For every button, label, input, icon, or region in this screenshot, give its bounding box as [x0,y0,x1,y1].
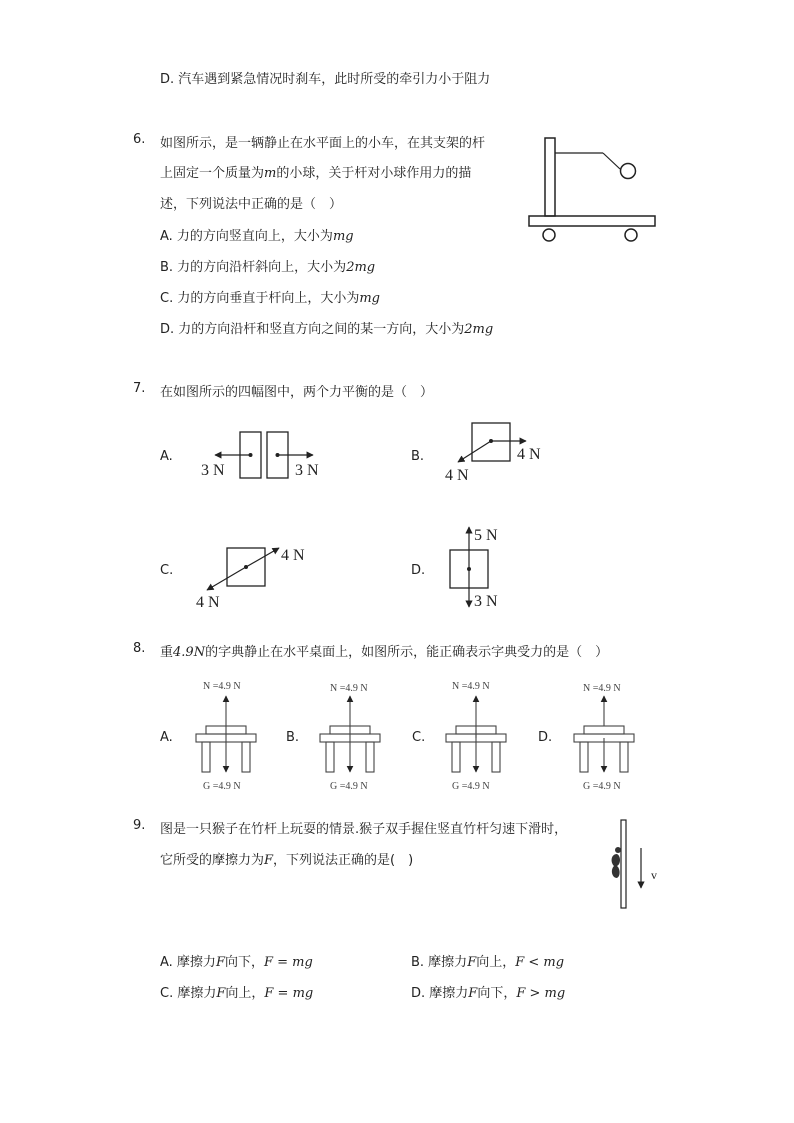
q9-option-c: C. 摩擦力F向上，F = mg [160,986,314,1001]
q8-letter-b: B. [286,730,300,745]
q7-a-right-label: 3 N [295,462,319,479]
q7-d-down-label: 3 N [474,593,498,610]
q7-letter-a: A. [160,449,173,464]
q7-letter-c: C. [160,563,174,578]
q6-option-d: D. 力的方向沿杆和竖直方向之间的某一方向，大小为2mg [160,322,494,337]
q6-stem-line1: 如图所示，是一辆静止在水平面上的小车，在其支架的杆 [160,136,486,151]
q6-stem-line3: 述，下列说法中正确的是（ ） [160,197,343,212]
q9-stem-line1: 图是一只猴子在竹杆上玩耍的情景.猴子双手握住竖直竹杆匀速下滑时， [160,822,568,837]
q7-letter-d: D. [411,563,426,578]
q9-stem-line2: 它所受的摩擦力为F，下列说法正确的是( ) [160,853,414,868]
q7-b-right-label: 4 N [517,446,541,463]
q7-letter-b: B. [411,449,425,464]
q8-c-g-label: G =4.9 N [452,781,490,792]
q8-d-g-label: G =4.9 N [583,781,621,792]
q8-stem: 重4.9N的字典静止在水平桌面上，如图所示，能正确表示字典受力的是（ ） [160,645,609,660]
q8-number: 8. [133,641,146,656]
q7-c-right-label: 4 N [281,547,305,564]
q8-letter-d: D. [538,730,553,745]
q8-figure-b [316,694,386,776]
q6-option-c: C. 力的方向垂直于杆向上，大小为mg [160,291,380,306]
q8-a-g-label: G =4.9 N [203,781,241,792]
q7-number: 7. [133,381,146,396]
q7-b-left-label: 4 N [445,467,469,484]
q9-velocity-label: v [651,868,657,882]
q8-figure-a [192,694,262,776]
q8-letter-a: A. [160,730,173,745]
q8-a-n-label: N =4.9 N [203,681,241,692]
q9-option-d: D. 摩擦力F向下，F > mg [411,986,566,1001]
q8-figure-d [570,694,640,776]
q6-option-a: A. 力的方向竖直向上，大小为mg [160,229,354,244]
q6-number: 6. [133,132,146,147]
q8-b-g-label: G =4.9 N [330,781,368,792]
q7-d-up-label: 5 N [474,527,498,544]
q6-cart-figure [527,135,657,245]
q8-b-n-label: N =4.9 N [330,683,368,694]
q5-option-d: D. 汽车遇到紧急情况时刹车，此时所受的牵引力小于阻力 [160,72,491,87]
q9-option-a: A. 摩擦力F向下，F = mg [160,955,313,970]
q8-c-n-label: N =4.9 N [452,681,490,692]
q8-d-n-label: N =4.9 N [583,683,621,694]
q7-c-left-label: 4 N [196,594,220,611]
q6-stem-line2: 上固定一个质量为m的小球，关于杆对小球作用力的描 [160,166,472,181]
q7-a-left-label: 3 N [201,462,225,479]
q7-stem: 在如图所示的四幅图中，两个力平衡的是（ ） [160,385,434,400]
q9-option-b: B. 摩擦力F向上，F < mg [411,955,565,970]
q6-option-b: B. 力的方向沿杆斜向上，大小为2mg [160,260,376,275]
q9-monkey-pole-figure [605,818,665,910]
q9-number: 9. [133,818,146,833]
q8-figure-c [442,694,512,776]
q8-letter-c: C. [412,730,426,745]
